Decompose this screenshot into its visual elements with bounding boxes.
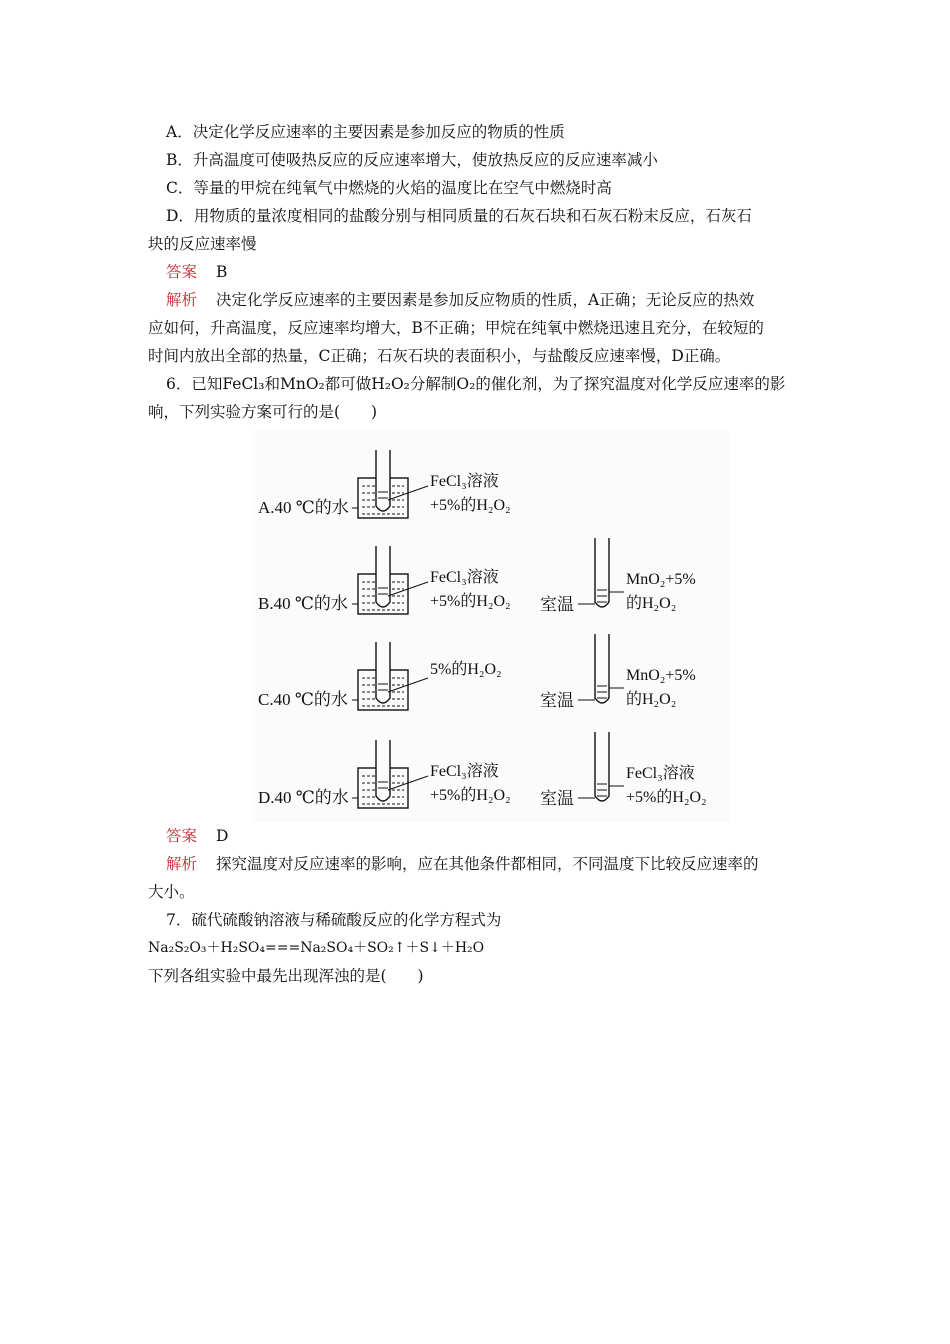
reaction-equation: Na₂S₂O₃＋H₂SO₄===Na₂SO₄＋SO₂↑＋S↓＋H₂O [148,940,485,956]
figure-row [258,538,696,614]
beaker-label-1: FeCl₃溶液 [430,569,499,586]
row-label: A.40 ℃的水 [258,498,349,517]
room-temp-label: 室温 [540,691,574,710]
test-tube-icon [595,634,609,703]
analysis-text: 决定化学反应速率的主要因素是参加反应物质的性质，A正确；无论反应的热效 [216,291,755,309]
beaker-label-2: +5%的H₂O₂ [430,497,511,514]
figure-row [258,634,696,710]
room-temp-label: 室温 [540,789,574,808]
beaker-label-1: 5%的H₂O₂ [430,661,502,678]
tube-label-2: 的H₂O₂ [626,595,677,612]
row-label: C.40 ℃的水 [258,690,348,709]
figure-row [258,732,707,808]
analysis-label: 解析 [166,291,198,309]
tube-label-1: MnO₂+5% [626,571,696,588]
analysis-5-line1 [166,290,754,310]
room-temp-label: 室温 [540,595,574,614]
option-a: A．决定化学反应速率的主要因素是参加反应的物质的性质 [166,123,565,141]
option-d-line2: 块的反应速率慢 [148,235,257,253]
analysis-5-line3: 时间内放出全部的热量，C正确；石灰石块的表面积小，与盐酸反应速率慢，D正确。 [148,347,731,365]
answer-value: B [216,263,228,281]
row-label: B.40 ℃的水 [258,594,348,613]
analysis-text: 探究温度对反应速率的影响，应在其他条件都相同，不同温度下比较反应速率的 [216,855,759,873]
question-6-line1: 6．已知FeCl₃和MnO₂都可做H₂O₂分解制O₂的催化剂，为了探究温度对化学反应速率的影 [166,375,786,393]
tube-label-1: MnO₂+5% [626,667,696,684]
answer-value: D [216,827,229,845]
question-6-line2: 响，下列实验方案可行的是( ) [148,403,378,421]
beaker-label-1: FeCl₃溶液 [430,473,499,490]
tube-label-2: +5%的H₂O₂ [626,789,707,806]
row-label: D.40 ℃的水 [258,788,349,807]
option-d-line1: D．用物质的量浓度相同的盐酸分别与相同质量的石灰石块和石灰石粉末反应，石灰石 [166,207,752,225]
test-tube-icon [595,732,609,801]
option-b: B．升高温度可使吸热反应的反应速率增大，使放热反应的反应速率减小 [166,151,658,169]
beaker-icon [358,546,408,614]
option-c: C．等量的甲烷在纯氧气中燃烧的火焰的温度比在空气中燃烧时高 [166,179,612,197]
experiment-figure [252,430,730,822]
test-tube-icon [595,538,609,607]
question-7-line1: 7．硫代硫酸钠溶液与稀硫酸反应的化学方程式为 [166,911,502,929]
analysis-6-line1 [166,854,759,874]
answer-6 [166,826,228,846]
beaker-label-2: +5%的H₂O₂ [430,593,511,610]
beaker-icon [358,450,408,518]
analysis-6-line2: 大小。 [148,883,195,901]
answer-label: 答案 [166,827,198,845]
answer-5 [166,262,227,282]
beaker-icon [358,642,408,710]
figure-row [258,450,511,518]
question-7-line3: 下列各组实验中最先出现浑浊的是( ) [148,967,424,985]
tube-label-1: FeCl₃溶液 [626,765,695,782]
beaker-icon [358,740,408,808]
analysis-5-line2: 应如何，升高温度，反应速率均增大，B不正确；甲烷在纯氧中燃烧迅速且充分，在较短的 [148,319,764,337]
figure-svg [252,430,730,822]
tube-label-2: 的H₂O₂ [626,691,677,708]
beaker-label-2: +5%的H₂O₂ [430,787,511,804]
analysis-label: 解析 [166,855,198,873]
answer-label: 答案 [166,263,198,281]
beaker-label-1: FeCl₃溶液 [430,763,499,780]
